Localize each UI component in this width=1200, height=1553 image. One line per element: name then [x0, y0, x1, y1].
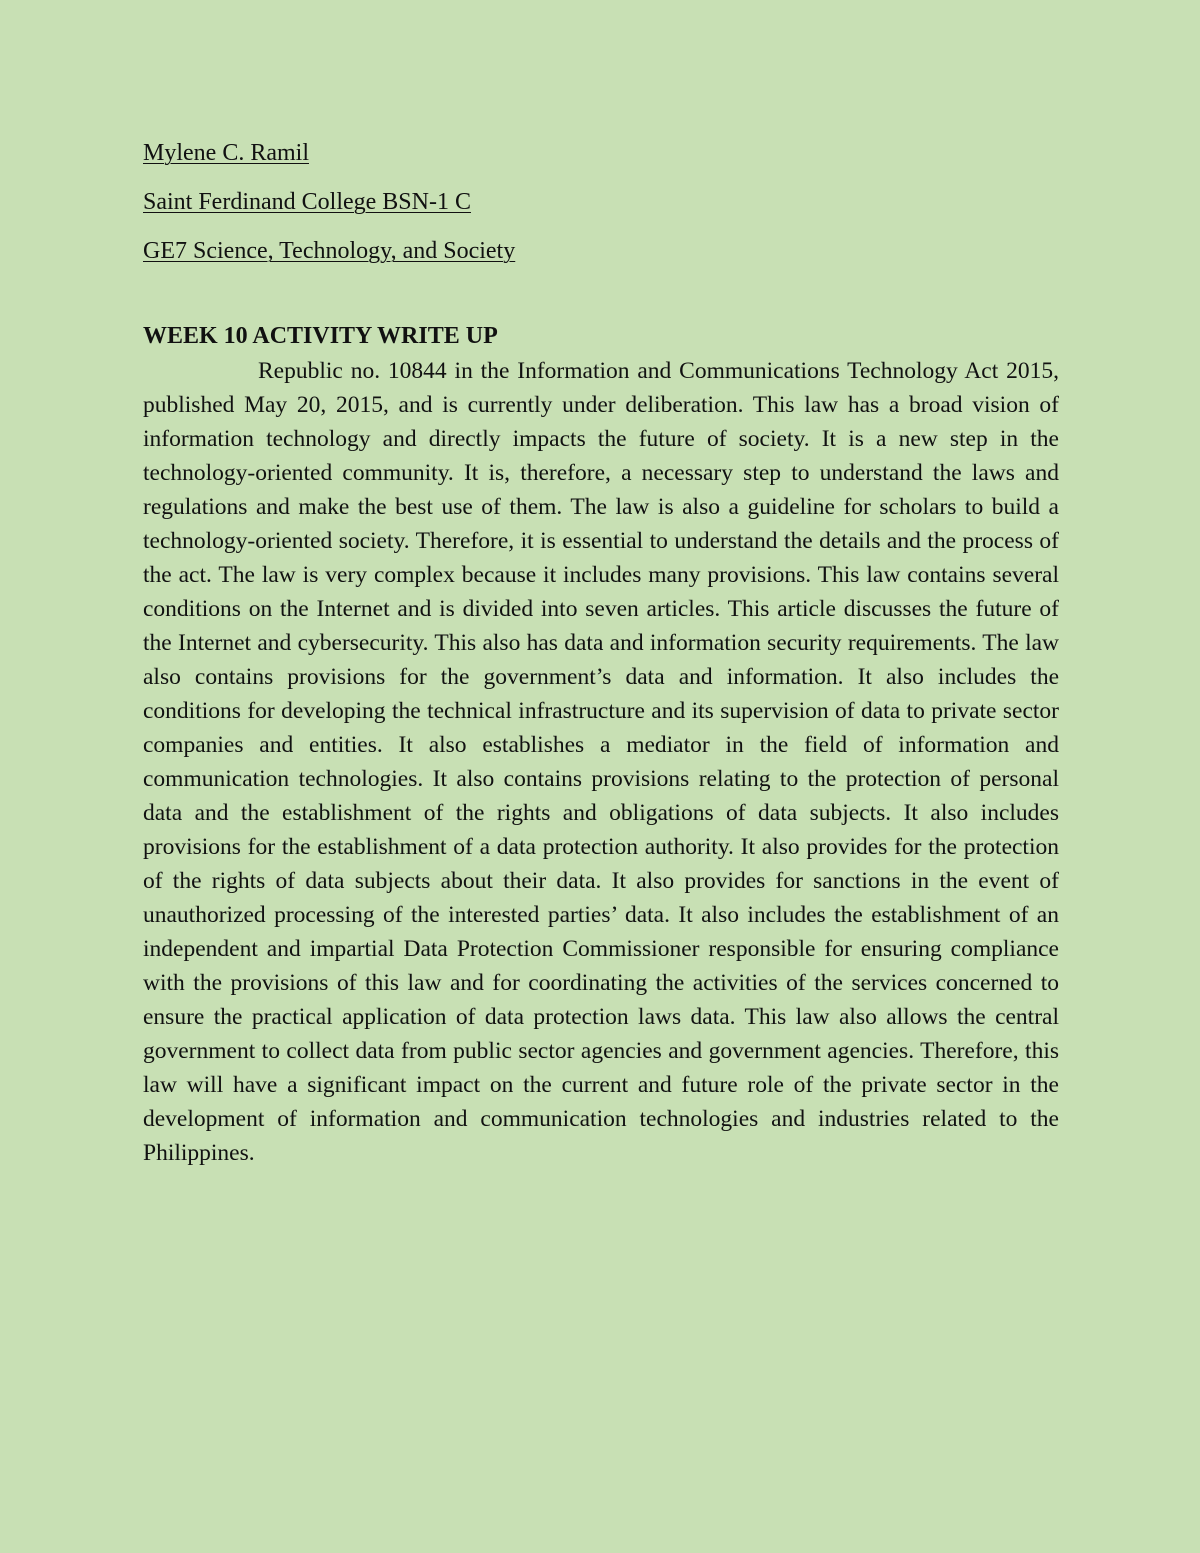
document-content [143, 138, 1059, 1170]
body-paragraph: Republic no. 10844 in the Information and Communications Technology Act 2015, published May 20, 2015, and is currently under deliberation. This law has a broad vision of information technology and directly impacts the future of society. It is a new step in the technology-oriented community. It is, therefore, a necessary step to understand the laws and regulations and make the best use of them. The law is also a guideline for scholars to build a technology-oriented society. Therefore, it is essential to understand the details and the process of the act. The law is very complex because it includes many provisions. This law contains several conditions on the Internet and is divided into seven articles. This article discusses the future of the Internet and cybersecurity. This also has data and information security requirements. The law also contains provisions for the government’s data and information. It also includes the conditions for developing the technical infrastructure and its supervision of data to private sector companies and entities. It also establishes a mediator in the field of information and communication technologies. It also contains provisions relating to the protection of personal data and the establishment of the rights and obligations of data subjects. It also includes provisions for the establishment of a data protection authority. It also provides for the protection of the rights of data subjects about their data. It also provides for sanctions in the event of unauthorized processing of the interested parties’ data. It also includes the establishment of an independent and impartial Data Protection Commissioner responsible for ensuring compliance with the provisions of this law and for coordinating the activities of the services concerned to ensure the practical application of data protection laws data. This law also allows the central government to collect data from public sector agencies and government agencies. Therefore, this law will have a significant impact on the current and future role of the private sector in the development of information and communication technologies and industries related to the Philippines. [143, 358, 1059, 1166]
author-name: Mylene C. Ramil [143, 140, 309, 166]
document-title: WEEK 10 ACTIVITY WRITE UP [143, 323, 498, 349]
course-title: GE7 Science, Technology, and Society [143, 238, 516, 264]
school-section: Saint Ferdinand College BSN-1 C [143, 189, 471, 215]
